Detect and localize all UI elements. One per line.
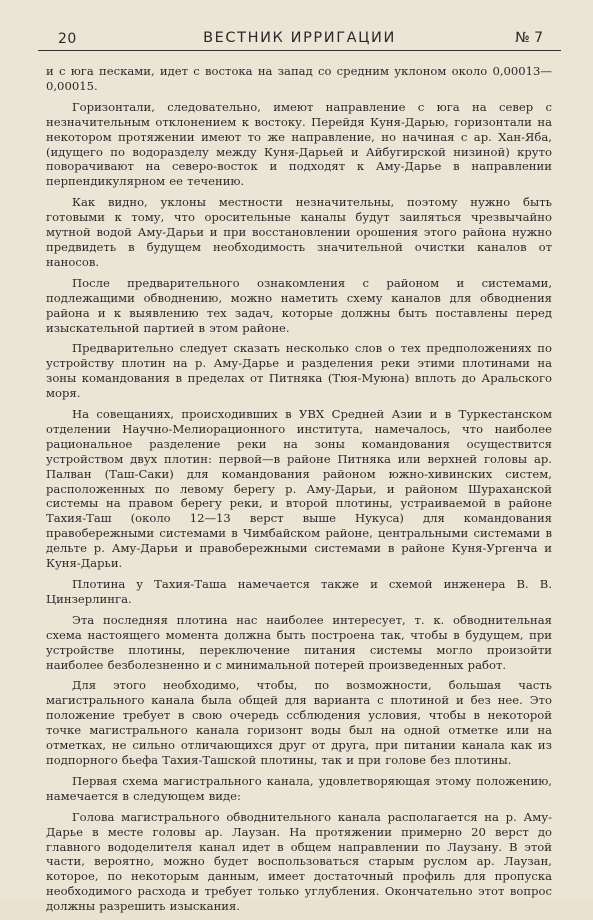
journal-title: ВЕСТНИК ИРРИГАЦИИ	[203, 30, 396, 46]
paragraph: Плотина у Тахия-Таша намечается также и схемой инженера В. В. Цинзерлинга.	[46, 577, 552, 606]
paragraph: Голова магистрального обводнительного канала располагается на р. Аму-Дарье в месте головы ар. Лаузан. На протяжении примерно 20 верст до главного вододелителя канал идет в общем направлении по Лаузану. В этой части, вероятно, можно будет воспользоваться старым руслом ар. Лаузан, которое, по некоторым данным, имеет достаточный профиль для пропуска необходимого расхода и требует только углубления. Окончательно этот вопрос должны разрешить изыскания.	[46, 809, 552, 914]
running-header	[38, 28, 561, 51]
article-body	[46, 64, 552, 920]
paragraph: Для этого необходимо, чтобы, по возможности, большая часть магистрального канала была общей для варианта с плотиной и без нее. Это положение требует в свою очередь ссблюдения условия, чтобы в некоторой точке магистрального канала горизонт воды был на одной отметке или на отметках, не сильно отличающихся друг от друга, при питании канала как из подпорного бьефа Тахия-Ташской плотины, так и при голове без плотины.	[46, 678, 552, 767]
paragraph: Первая схема магистрального канала, удовлетворяющая этому положению, намечается в следующем виде:	[46, 773, 552, 803]
paragraph: После предварительного ознакомления с районом и системами, подлежащими обводнению, можно наметить схему каналов для обводнения района и к выявлению тех задач, которые должны быть поставлены перед изыскательной партией в этом районе.	[46, 275, 552, 335]
page-number: 20	[58, 31, 77, 47]
paragraph: На совещаниях, происходивших в УВХ Средней Азии и в Туркестанском отделении Научно-Мелиорационного института, намечалось, что наиболее рациональное разделение реки на зоны командования осуществится устройством двух плотин: первой—в районе Питняка или верхней головы ар. Палван (Таш-Саки) для командования районом южно-хивинских систем, расположенных по левому берегу р. Аму-Дарьи, и районом Шураханской системы на правом берегу реки, и второй плотины, устраиваемой в районе Тахия-Таш (около 12—13 верст выше Нукуса) для командования правобережными системами в Чимбайском районе, центральными системами в дельте р. Аму-Дарьи и правобережными системами в районе Куня-Ургенча и Куня-Дарьи.	[46, 407, 552, 571]
paragraph: Как видно, уклоны местности незначительны, поэтому нужно быть готовыми к тому, что оросительные каналы будут заиляться чрезвычайно мутной водой Аму-Дарьи и при восстановлении орошения этого района нужно предвидеть в будущем необходимость значительной очистки каналов от наносов.	[46, 195, 552, 269]
paragraph: Предварительно следует сказать несколько слов о тех предположениях по устройству плотин на р. Аму-Дарье и разделения реки этими плотинами на зоны командования в пределах от Питняка (Тюя-Муюна) вплоть до Аральского моря.	[46, 341, 552, 401]
paragraph: Горизонтали, следовательно, имеют направление с юга на север с незначительным отклонением к востоку. Перейдя Куня-Дарью, горизонтали на некотором протяжении имеют то же направление, но начиная с ар. Хан-Яба, (идущего по водоразделу между Куня-Дарьей и Айбугирской низиной) круто поворачивают на северо-восток и подходят к Аму-Дарье в направлении перпендикулярном ее течению.	[46, 99, 552, 189]
paragraph: Эта последняя плотина нас наиболее интересует, т. к. обводнительная схема настоящего момента должна быть построена так, чтобы в будущем, при устройстве плотины, переключение питания системы могло произойти наиболее безболезненно и с минимальной потерей произведенных работ.	[46, 612, 552, 672]
issue-number: № 7	[515, 30, 543, 46]
paragraph: и с юга песками, идет с востока на запад со средним уклоном около 0,00013—0,00015.	[46, 64, 552, 93]
